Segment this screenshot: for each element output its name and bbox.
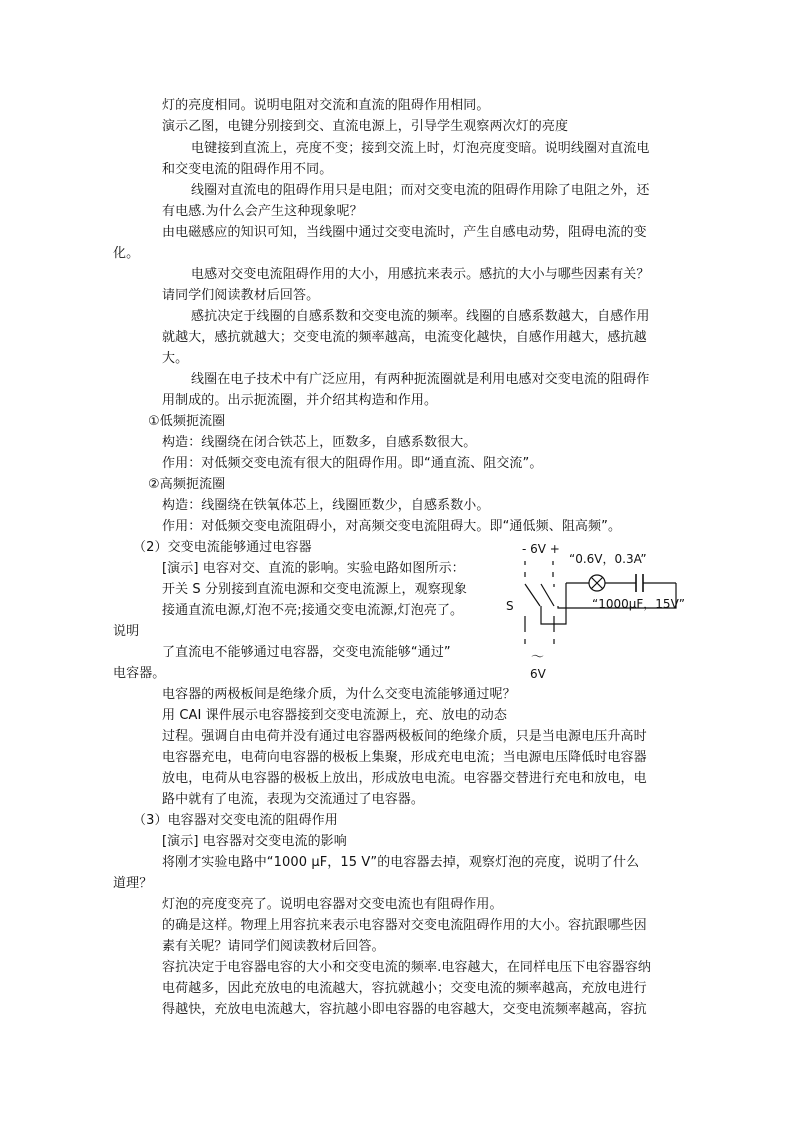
text-line: 接通直流电源,灯泡不亮;接通交变电流源,灯泡亮了。 — [162, 603, 464, 618]
capacitor-icon — [636, 574, 643, 592]
text-line: 感抗决定于线圈的自感系数和交变电流的频率。线圈的自感系数越大，自感作用 — [191, 309, 650, 324]
text-line: ②高频扼流圈 — [148, 477, 226, 492]
text-line: 了直流电不能够通过电容器，交变电流能够“通过” — [162, 645, 451, 660]
text-line: ①低频扼流圈 — [148, 414, 226, 429]
text-line: 电感对交变电流阻碍作用的大小，用感抗来表示。感抗的大小与哪些因素有关？ — [191, 267, 650, 282]
text-line: 得越快，充放电电流越大，容抗越小即电容器的电容越大，交变电流频率越高，容抗 — [162, 1002, 647, 1017]
text-line: 将刚才实验电路中“1000 μF，15 V”的电容器去掉，观察灯泡的亮度，说明了什么 — [162, 855, 640, 870]
text-line: 道理？ — [113, 876, 153, 891]
capacitor-circuit-diagram — [496, 538, 696, 686]
text-line: 构造：线圈绕在闭合铁芯上，匝数多，自感系数很大。 — [162, 435, 477, 450]
text-line: 用制成的。出示扼流圈，并介绍其构造和作用。 — [162, 393, 438, 408]
text-line: 电容器。 — [113, 666, 166, 681]
text-line: 就越大，感抗就越大；交变电流的频率越高，电流变化越快，自感作用越大，感抗越 — [162, 330, 647, 345]
text-line: 演示乙图，电键分别接到交、直流电源上，引导学生观察两次灯的亮度 — [162, 119, 569, 134]
text-line: 由电磁感应的知识可知，当线圈中通过交变电流时，产生自感电动势，阻碍电流的变 — [162, 225, 647, 240]
lamp-icon — [589, 575, 605, 591]
text-line: 灯泡的亮度变亮了。说明电容器对交变电流也有阻碍作用。 — [162, 897, 503, 912]
text-line: 电荷越多，因此充放电的电流越大，容抗就越小；交变电流的频率越高，充放电进行 — [162, 981, 647, 996]
text-line: 路中就有了电流，表现为交流通过了电容器。 — [162, 792, 425, 807]
text-line: 电容器的两极板间是绝缘介质，为什么交变电流能够通过呢？ — [162, 687, 516, 702]
text-line: 作用：对低频交变电流有很大的阻碍作用。即“通直流、阻交流”。 — [162, 456, 543, 471]
text-line: 容抗决定于电容器电容的大小和交变电流的频率.电容越大，在同样电压下电容器容纳 — [162, 960, 651, 975]
section-heading: （3）电容器对交变电流的阻碍作用 — [133, 813, 338, 828]
switch-s — [525, 584, 554, 606]
lamp-rating-label: “0.6V，0.3A” — [569, 552, 647, 566]
text-line: 用 CAI 课件展示电容器接到交变电流源上，充、放电的动态 — [162, 708, 507, 723]
text-line: 过程。强调自由电荷并没有通过电容器两极板间的绝缘介质，只是当电源电压升高时 — [162, 729, 647, 744]
text-line: 化。 — [113, 246, 140, 261]
section-heading: （2）交变电流能够通过电容器 — [133, 540, 312, 555]
text-line: [演示] 电容器对交变电流的影响 — [162, 834, 347, 849]
capacitor-rating-label: “1000μF，15V” — [592, 597, 685, 611]
ac-symbol: ～ — [531, 650, 545, 665]
text-line: 电键接到直流上，亮度不变；接到交流上时，灯泡亮度变暗。说明线圈对直流电 — [191, 141, 650, 156]
text-line: 素有关呢？请同学们阅读教材后回答。 — [162, 939, 385, 954]
text-line: 有电感.为什么会产生这种现象呢？ — [162, 204, 363, 219]
ac-terminals — [525, 616, 554, 644]
text-line: 线圈在电子技术中有广泛应用，有两种扼流圈就是利用电感对交变电流的阻碍作 — [191, 372, 650, 387]
dc-source-label: - 6V + — [522, 542, 560, 556]
text-line: 作用：对低频交变电流阻碍小，对高频交变电流阻碍大。即“通低频、阻高频”。 — [162, 519, 622, 534]
dc-terminals — [525, 561, 553, 577]
text-line: 说明 — [113, 624, 140, 639]
text-line: 放电，电荷从电容器的极板上放出，形成放电电流。电容器交替进行充电和放电，电 — [162, 771, 647, 786]
switch-label: S — [506, 599, 514, 613]
text-line: 线圈对直流电的阻碍作用只是电阻；而对交变电流的阻碍作用除了电阻之外，还 — [191, 183, 650, 198]
text-line: 灯的亮度相同。说明电阻对交流和直流的阻碍作用相同。 — [162, 98, 490, 113]
text-line: 请同学们阅读教材后回答。 — [162, 288, 320, 303]
text-line: 和交变电流的阻碍作用不同。 — [162, 162, 333, 177]
text-line: 构造：线圈绕在铁氧体芯上，线圈匝数少，自感系数小。 — [162, 498, 490, 513]
text-line: 电容器充电，电荷向电容器的极板上集聚，形成充电电流；当电源电压降低时电容器 — [162, 750, 647, 765]
text-line: 大。 — [162, 351, 189, 366]
text-line: [演示] 电容对交、直流的影响。实验电路如图所示： — [162, 561, 465, 576]
ac-source-label: 6V — [530, 667, 546, 681]
text-line: 的确是这样。物理上用容抗来表示电容器对交变电流阻碍作用的大小。容抗跟哪些因 — [162, 918, 647, 933]
text-line: 开关 S 分别接到直流电源和交变电流源上，观察现象 — [162, 582, 468, 597]
